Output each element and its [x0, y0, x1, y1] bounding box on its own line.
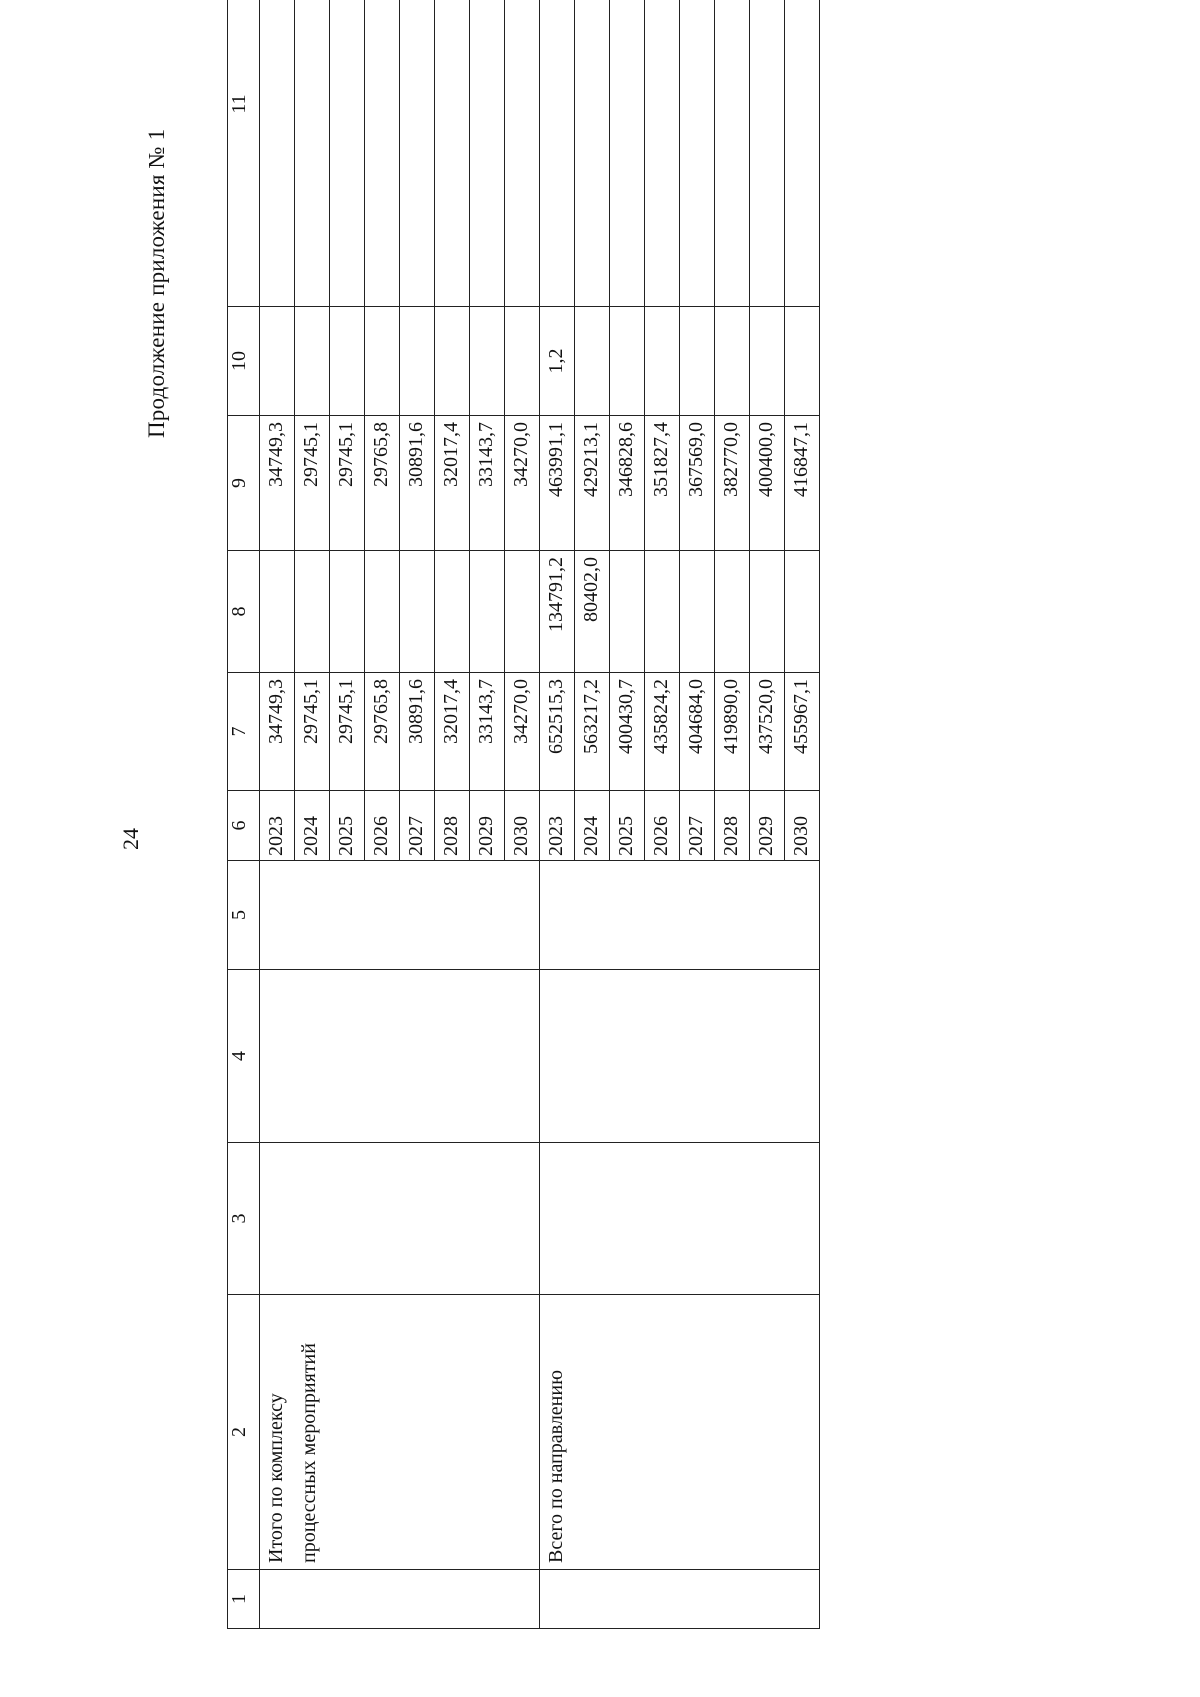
year-cell: 2028 — [715, 791, 750, 861]
cell-col10 — [575, 307, 610, 416]
cell-col9: 33143,7 — [470, 416, 505, 551]
cell-col8 — [435, 551, 470, 673]
cell-col7: 400430,7 — [610, 673, 645, 791]
group-label-line: процессных мероприятий — [298, 1343, 320, 1563]
year-cell: 2028 — [435, 791, 470, 861]
cell-col7: 435824,2 — [645, 673, 680, 791]
cell-col7: 455967,1 — [785, 673, 820, 791]
cell-col11 — [470, 0, 505, 307]
col-header-9: 9 — [228, 416, 260, 551]
cell-col10: 1,2 — [540, 307, 575, 416]
group-label — [260, 1295, 540, 1570]
cell-col10 — [295, 307, 330, 416]
col-header-5: 5 — [228, 861, 260, 970]
year-cell: 2025 — [330, 791, 365, 861]
cell-col7: 34749,3 — [260, 673, 295, 791]
cell-col7: 404684,0 — [680, 673, 715, 791]
cell-col8 — [260, 551, 295, 673]
group-cell-col1 — [540, 1570, 820, 1629]
cell-col9: 382770,0 — [715, 416, 750, 551]
col-header-3: 3 — [228, 1143, 260, 1295]
cell-col7: 33143,7 — [470, 673, 505, 791]
cell-col9: 400400,0 — [750, 416, 785, 551]
year-cell: 2026 — [645, 791, 680, 861]
rotated-table-sheet — [227, 94, 1115, 1629]
cell-col7: 29765,8 — [365, 673, 400, 791]
cell-col9: 429213,1 — [575, 416, 610, 551]
cell-col9: 34749,3 — [260, 416, 295, 551]
group-cell-col3 — [260, 1143, 540, 1295]
col-header-4: 4 — [228, 970, 260, 1143]
year-cell: 2026 — [365, 791, 400, 861]
data-table — [227, 0, 820, 1629]
cell-col8: 80402,0 — [575, 551, 610, 673]
cell-col10 — [330, 307, 365, 416]
cell-col7: 419890,0 — [715, 673, 750, 791]
cell-col10 — [610, 307, 645, 416]
cell-col11 — [750, 0, 785, 307]
cell-col8 — [785, 551, 820, 673]
cell-col7: 29745,1 — [295, 673, 330, 791]
cell-col10 — [435, 307, 470, 416]
group-cell-col3 — [540, 1143, 820, 1295]
cell-col11 — [575, 0, 610, 307]
col-header-1: 1 — [228, 1570, 260, 1629]
year-cell: 2030 — [505, 791, 540, 861]
column-number-row — [228, 0, 260, 1629]
cell-col11 — [610, 0, 645, 307]
cell-col10 — [680, 307, 715, 416]
group-cell-col4 — [540, 970, 820, 1143]
col-header-6: 6 — [228, 791, 260, 861]
cell-col8 — [680, 551, 715, 673]
cell-col9: 463991,1 — [540, 416, 575, 551]
cell-col7: 437520,0 — [750, 673, 785, 791]
cell-col10 — [365, 307, 400, 416]
group-cell-col5 — [540, 861, 820, 970]
cell-col11 — [680, 0, 715, 307]
cell-col11 — [785, 0, 820, 307]
col-header-10: 10 — [228, 307, 260, 416]
cell-col11 — [540, 0, 575, 307]
year-cell: 2027 — [400, 791, 435, 861]
cell-col8 — [330, 551, 365, 673]
group-label — [540, 1295, 820, 1570]
cell-col11 — [505, 0, 540, 307]
year-cell: 2027 — [680, 791, 715, 861]
cell-col8 — [505, 551, 540, 673]
group-cell-col4 — [260, 970, 540, 1143]
group-cell-col5 — [260, 861, 540, 970]
cell-col11 — [330, 0, 365, 307]
col-header-11: 11 — [228, 0, 260, 307]
cell-col11 — [645, 0, 680, 307]
year-cell: 2024 — [575, 791, 610, 861]
cell-col9: 29745,1 — [330, 416, 365, 551]
cell-col8 — [715, 551, 750, 673]
cell-col7: 652515,3 — [540, 673, 575, 791]
col-header-7: 7 — [228, 673, 260, 791]
cell-col8: 134791,2 — [540, 551, 575, 673]
cell-col10 — [505, 307, 540, 416]
cell-col8 — [295, 551, 330, 673]
cell-col8 — [400, 551, 435, 673]
cell-col10 — [400, 307, 435, 416]
page-number: 24 — [118, 828, 143, 850]
cell-col10 — [715, 307, 750, 416]
col-header-2: 2 — [228, 1295, 260, 1570]
year-cell: 2025 — [610, 791, 645, 861]
year-cell: 2023 — [260, 791, 295, 861]
year-cell: 2029 — [470, 791, 505, 861]
cell-col8 — [610, 551, 645, 673]
cell-col10 — [470, 307, 505, 416]
group-label-line: Всего по направлению — [545, 1369, 567, 1563]
cell-col11 — [400, 0, 435, 307]
cell-col10 — [645, 307, 680, 416]
cell-col11 — [715, 0, 750, 307]
cell-col9: 367569,0 — [680, 416, 715, 551]
cell-col11 — [260, 0, 295, 307]
cell-col8 — [365, 551, 400, 673]
cell-col9: 416847,1 — [785, 416, 820, 551]
cell-col11 — [295, 0, 330, 307]
cell-col7: 32017,4 — [435, 673, 470, 791]
cell-col8 — [470, 551, 505, 673]
year-cell: 2029 — [750, 791, 785, 861]
cell-col8 — [645, 551, 680, 673]
cell-col9: 351827,4 — [645, 416, 680, 551]
cell-col9: 34270,0 — [505, 416, 540, 551]
year-cell: 2030 — [785, 791, 820, 861]
col-header-8: 8 — [228, 551, 260, 673]
continuation-title: Продолжение приложения № 1 — [144, 128, 169, 438]
cell-col8 — [750, 551, 785, 673]
table-row — [540, 0, 575, 1629]
cell-col9: 346828,6 — [610, 416, 645, 551]
cell-col7: 29745,1 — [330, 673, 365, 791]
year-cell: 2024 — [295, 791, 330, 861]
cell-col10 — [750, 307, 785, 416]
cell-col7: 34270,0 — [505, 673, 540, 791]
cell-col11 — [365, 0, 400, 307]
cell-col9: 29745,1 — [295, 416, 330, 551]
cell-col7: 563217,2 — [575, 673, 610, 791]
cell-col9: 30891,6 — [400, 416, 435, 551]
cell-col11 — [435, 0, 470, 307]
group-cell-col1 — [260, 1570, 540, 1629]
cell-col9: 32017,4 — [435, 416, 470, 551]
cell-col10 — [260, 307, 295, 416]
group-label-line: Итого по комплексу — [265, 1393, 287, 1563]
cell-col10 — [785, 307, 820, 416]
table-row — [260, 0, 295, 1629]
cell-col9: 29765,8 — [365, 416, 400, 551]
cell-col7: 30891,6 — [400, 673, 435, 791]
year-cell: 2023 — [540, 791, 575, 861]
